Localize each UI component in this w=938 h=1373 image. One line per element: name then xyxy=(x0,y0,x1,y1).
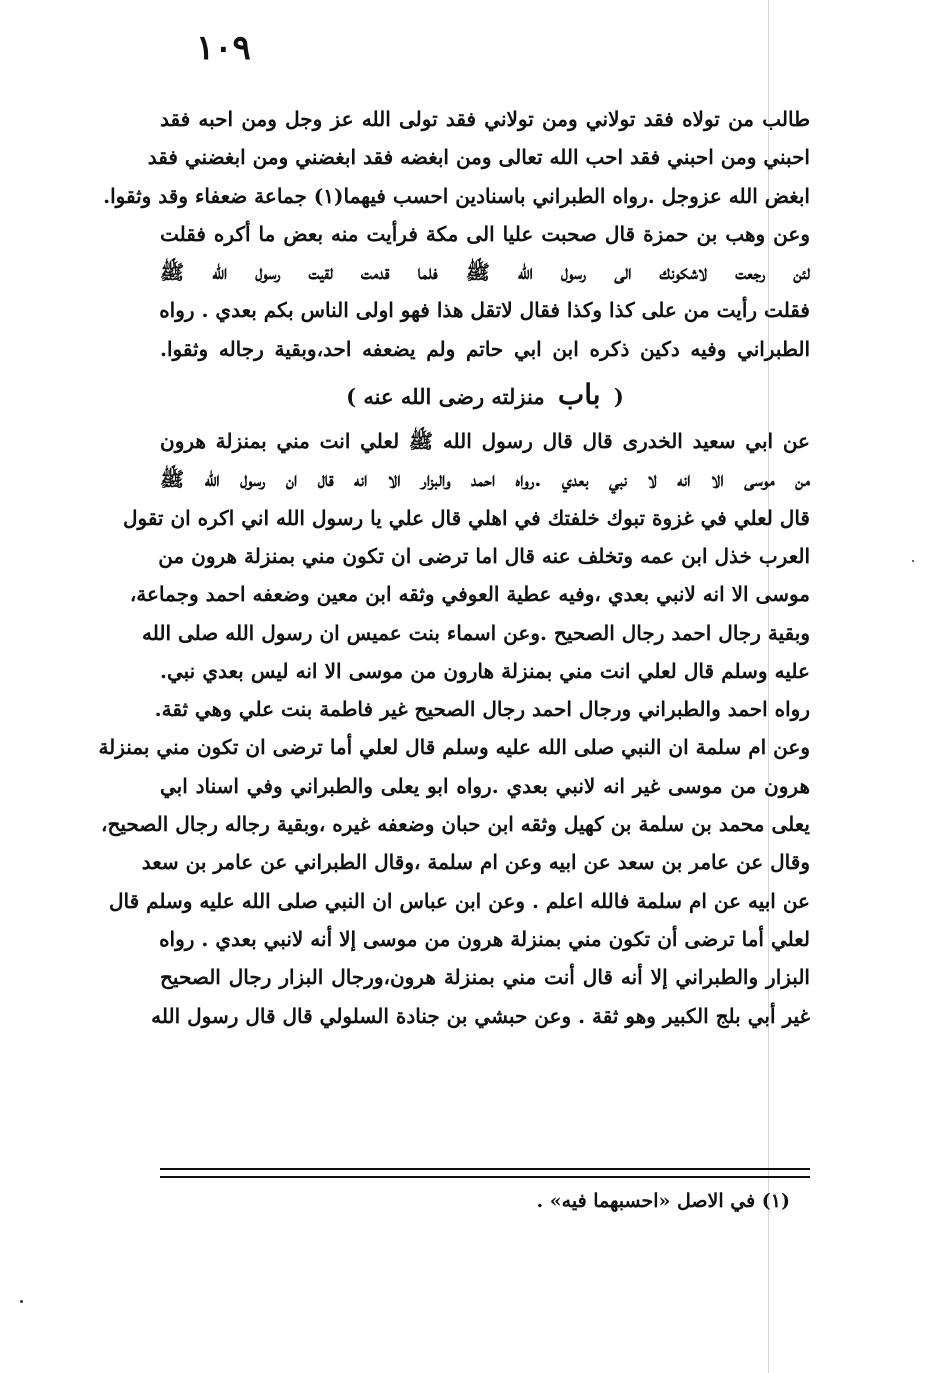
text-line: عن ابيه عن ام سلمة فالله اعلم . وعن ابن عباس ان النبي صلى الله عليه وسلم قال xyxy=(108,888,810,913)
text-line: وقال عن عامر بن سعد عن ابيه وعن ام سلمة ،وقال الطبراني عن عامر بن سعد xyxy=(141,850,810,875)
text-line: طالب من تولاه فقد تولاني ومن تولاني فقد تولى الله عز وجل ومن احبه فقد xyxy=(160,107,810,131)
text-line: عليه وسلم قال لعلي انت مني بمنزلة هارون من موسى الا انه ليس بعدي نبي. xyxy=(160,658,810,683)
text-line: يعلى محمد بن سلمة بن كهيل وثقه ابن حبان وضعفه غيره ،وبقية رجاله رجال الصحيح، xyxy=(100,812,810,837)
text-line: غير أبي بلج الكبير وهو ثقة . وعن حبشي بن جنادة السلولي قال قال رسول الله xyxy=(151,1003,810,1028)
text-line: وعن وهب بن حمزة قال صحبت عليا الى مكة فرأيت منه بعض ما أكره فقلت xyxy=(160,221,810,246)
text-line: ابغض الله عزوجل .رواه الطبراني باسنادين احسب فيهما(١) جماعة ضعفاء وقد وثقوا. xyxy=(103,183,810,208)
text-line: فقلت رأيت من على كذا وكذا فقال لاتقل هذا فهو اولى الناس بكم بعدي . رواه xyxy=(159,298,810,323)
text-line: الطبراني وفيه دكين ذكره ابن ابي حاتم ولم يضعفه احد،وبقية رجاله وثقوا. xyxy=(160,336,810,361)
page-number: ١٠٩ xyxy=(196,28,251,68)
text-line: البزار والطبراني إلا أنه قال أنت مني بمنزلة هرون،ورجال البزار رجال الصحيح xyxy=(160,965,810,990)
text-line: وبقية رجال احمد رجال الصحيح .وعن اسماء بنت عميس ان رسول الله صلى الله xyxy=(142,620,810,645)
text-line: موسى الا انه لانبي بعدي ،وفيه عطية العوفي وثقه ابن معين وضعفه احمد وجماعة، xyxy=(129,582,810,607)
text-line: عن ابي سعيد الخدرى قال قال رسول الله ﷺ لعلي انت مني بمنزلة هرون xyxy=(160,429,810,454)
footnote: (١) في الاصل «احسبهما فيه» . xyxy=(536,1190,790,1212)
chapter-heading xyxy=(160,368,810,422)
text-line: من موسى الا انه لا نبي بعدي .رواه احمد والبزار الا انه قال ان رسول الله ﷺ xyxy=(160,467,810,492)
heading-open-paren: ( xyxy=(613,384,624,410)
text-line: وعن ام سلمة ان النبي صلى الله عليه وسلم قال لعلي أما ترضى ان تكون مني بمنزلة xyxy=(98,735,810,760)
paragraph-manzila-hadiths xyxy=(98,422,810,1035)
text-line: لئن رجعت لاشكونك الى رسول الله ﷺ فلما قدمت لقيت رسول الله ﷺ xyxy=(160,260,810,285)
footnote-divider xyxy=(160,1168,810,1178)
paragraph-hadith-wahb xyxy=(103,100,810,368)
scan-speck xyxy=(20,1300,23,1303)
text-line: العرب خذل ابن عمه وتخلف عنه قال اما ترضى ان تكون مني بمنزلة هرون من xyxy=(158,543,810,568)
heading-title: منزلته رضى الله عنه xyxy=(363,384,545,410)
text-line: لعلي أما ترضى أن تكون مني بمنزلة هرون من موسى إلا أنه لانبي بعدي . رواه xyxy=(159,926,810,951)
scan-speck xyxy=(912,560,914,562)
main-text-block xyxy=(98,100,810,1035)
text-line: احبني ومن احبني فقد احب الله تعالى ومن ابغضه فقد ابغضني ومن ابغضني فقد xyxy=(147,145,810,170)
text-line: هرون من موسى غير انه لانبي بعدي .رواه ابو يعلى والطبراني وفي اسناد ابي xyxy=(160,773,810,798)
heading-close-paren: ) xyxy=(346,384,357,410)
text-line: رواه احمد والطبراني ورجال احمد رجال الصحيح غير فاطمة بنت علي وهي ثقة. xyxy=(154,697,810,722)
heading-bab-word: باب xyxy=(557,378,601,412)
text-line: قال لعلي في غزوة تبوك خلفتك في اهلي قال علي يا رسول الله اني اكره ان تقول xyxy=(122,505,810,530)
